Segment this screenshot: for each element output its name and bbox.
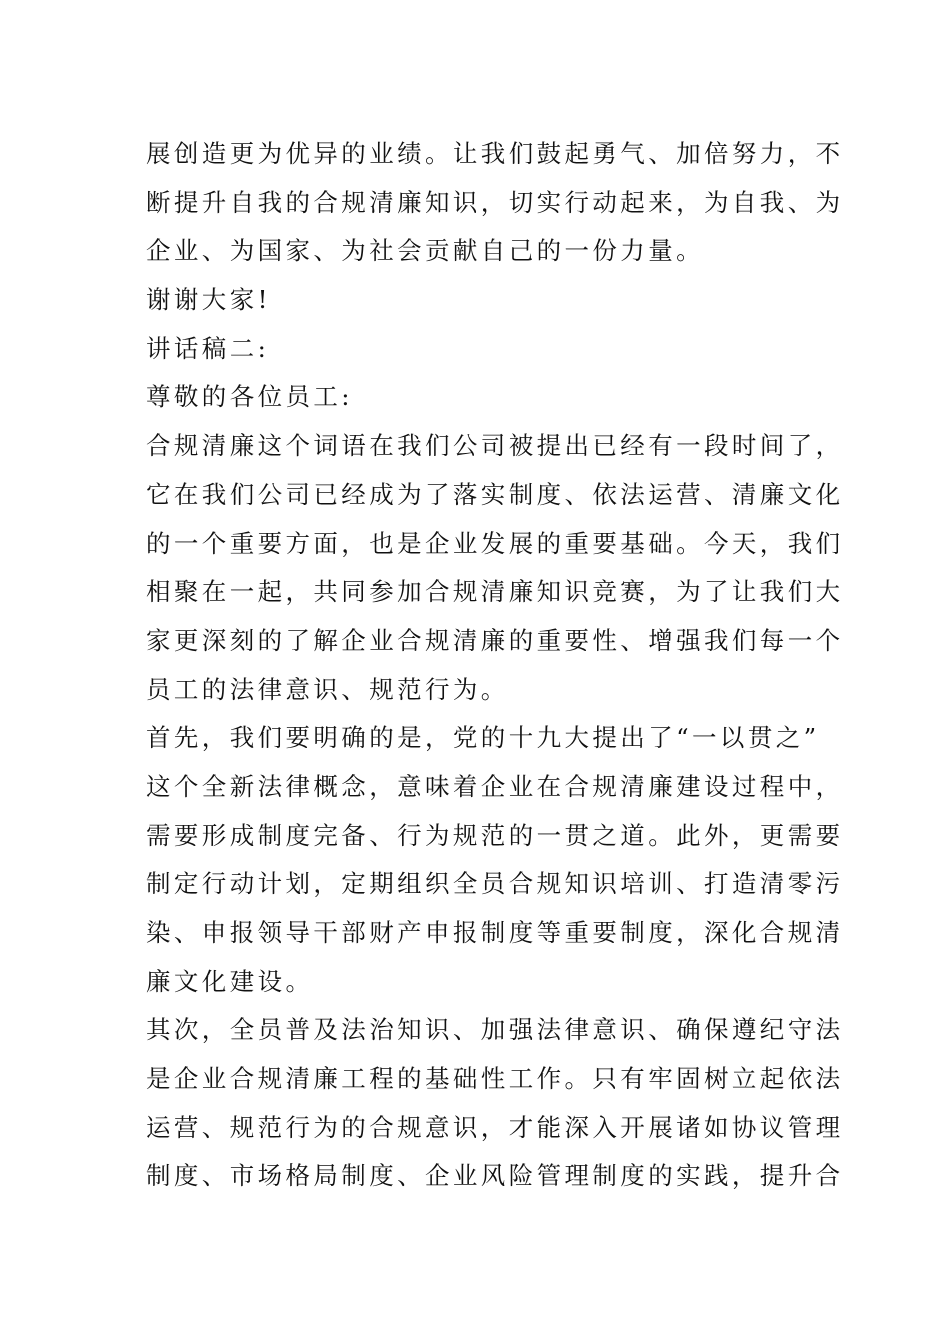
paragraph-thanks (146, 276, 808, 325)
text-line: 合规清廉这个词语在我们公司被提出已经有一段时间了， (146, 431, 844, 461)
text-line: 展创造更为优异的业绩。让我们鼓起勇气、加倍努力，不 (146, 139, 844, 168)
paragraph-salutation (146, 373, 808, 422)
document-body (146, 130, 844, 1201)
text-line: 家更深刻的了解企业合规清廉的重要性、增强我们每一个 (146, 625, 844, 655)
text-line: 谢谢大家! (146, 285, 271, 315)
paragraph-introduction (146, 422, 844, 714)
text-line: 其次，全员普及法治知识、加强法律意识、确保遵纪守法 (146, 1015, 844, 1045)
text-line: 制定行动计划，定期组织全员合规知识培训、打造清零污 (146, 869, 844, 899)
text-line: 需要形成制度完备、行为规范的一贯之道。此外，更需要 (146, 820, 844, 850)
paragraph-first-point (146, 714, 844, 1006)
text-line: 运营、规范行为的合规意识，才能深入开展诸如协议管理 (146, 1112, 844, 1142)
text-line: 这个全新法律概念，意味着企业在合规清廉建设过程中， (146, 771, 844, 801)
text-line: 相聚在一起，共同参加合规清廉知识竞赛，为了让我们大 (146, 577, 844, 607)
text-line: 尊敬的各位员工: (146, 382, 353, 412)
text-line: 讲话稿二: (146, 333, 270, 363)
text-line: 它在我们公司已经成为了落实制度、依法运营、清廉文化 (146, 479, 844, 509)
text-line: 企业、为国家、为社会贡献自己的一份力量。 (146, 236, 704, 266)
paragraph-second-point (146, 1006, 844, 1201)
paragraph-closing-remarks (146, 130, 844, 276)
text-line: 染、申报领导干部财产申报制度等重要制度，深化合规清 (146, 918, 844, 947)
text-line: 断提升自我的合规清廉知识，切实行动起来，为自我、为 (146, 187, 844, 217)
text-line: 首先，我们要明确的是，党的十九大提出了“一以贯之” (146, 723, 820, 753)
text-line: 员工的法律意识、规范行为。 (146, 674, 509, 704)
section-heading-speech-two (146, 325, 808, 374)
text-line: 廉文化建设。 (146, 966, 314, 996)
text-line: 是企业合规清廉工程的基础性工作。只有牢固树立起依法 (146, 1064, 844, 1094)
text-line: 制度、市场格局制度、企业风险管理制度的实践，提升合 (146, 1161, 844, 1191)
text-line: 的一个重要方面，也是企业发展的重要基础。今天，我们 (146, 528, 844, 558)
